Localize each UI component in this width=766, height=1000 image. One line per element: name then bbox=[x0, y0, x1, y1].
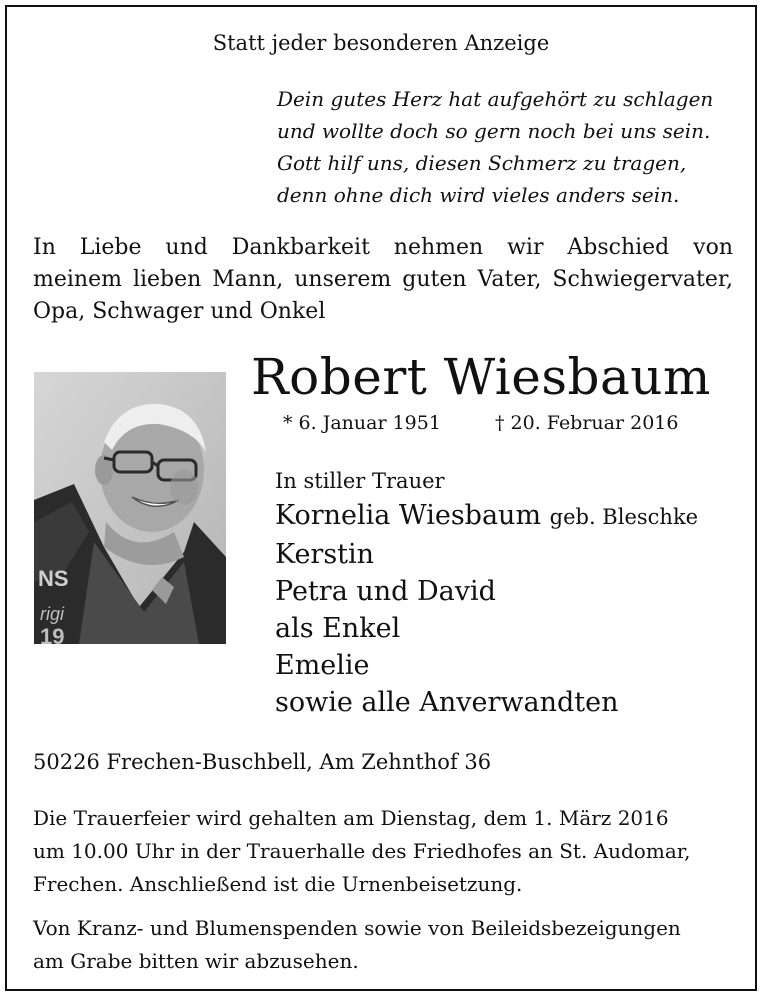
poem-line: Dein gutes Herz hat aufgehört zu schlagen bbox=[277, 87, 714, 111]
intro-paragraph bbox=[33, 232, 733, 328]
intro-line: In Liebe und Dankbarkeit nehmen wir Abschied von bbox=[33, 235, 733, 260]
svg-text:rigi: rigi bbox=[40, 604, 65, 624]
mourner-row: als Enkel bbox=[275, 613, 401, 644]
funeral-line: Frechen. Anschließend ist die Urnenbeisetzung. bbox=[33, 872, 523, 896]
mourners-lead: In stiller Trauer bbox=[275, 469, 445, 493]
intro-line: Opa, Schwager und Onkel bbox=[33, 299, 326, 324]
birth-date: * 6. Januar 1951 bbox=[283, 412, 441, 434]
poem bbox=[277, 83, 713, 211]
death-date: † 20. Februar 2016 bbox=[495, 412, 679, 434]
poem-line: denn ohne dich wird vieles anders sein. bbox=[277, 183, 680, 207]
spouse-maiden-name: geb. Bleschke bbox=[549, 505, 699, 529]
svg-text:NS: NS bbox=[38, 566, 69, 591]
poem-line: Gott hilf uns, diesen Schmerz zu tragen, bbox=[277, 151, 687, 175]
donations-line: am Grabe bitten wir abzusehen. bbox=[33, 949, 359, 973]
mourner-spouse bbox=[275, 497, 698, 536]
notice-header: Statt jeder besonderen Anzeige bbox=[212, 31, 550, 55]
funeral-line: Die Trauerfeier wird gehalten am Dienstag, dem 1. März 2016 bbox=[33, 806, 669, 830]
spouse-name: Kornelia Wiesbaum bbox=[275, 500, 542, 531]
mourner-row: sowie alle Anverwandten bbox=[275, 687, 619, 718]
family-address: 50226 Frechen-Buschbell, Am Zehnthof 36 bbox=[33, 750, 492, 774]
mourners-list bbox=[275, 465, 698, 721]
portrait-illustration bbox=[34, 372, 226, 644]
donations-note bbox=[33, 912, 681, 978]
intro-line: meinem lieben Mann, unserem guten Vater, Schwiegervater, bbox=[33, 267, 733, 292]
funeral-info bbox=[33, 802, 690, 901]
obituary-notice bbox=[5, 5, 757, 991]
portrait-photo bbox=[34, 372, 226, 644]
svg-text:19: 19 bbox=[40, 624, 65, 644]
mourner-row: Kerstin bbox=[275, 539, 375, 570]
mourner-row: Emelie bbox=[275, 650, 370, 681]
donations-line: Von Kranz- und Blumenspenden sowie von Beileidsbezeigungen bbox=[33, 916, 681, 940]
poem-line: und wollte doch so gern noch bei uns sein. bbox=[277, 119, 711, 143]
deceased-name: Robert Wiesbaum bbox=[251, 348, 711, 406]
funeral-line: um 10.00 Uhr in der Trauerhalle des Friedhofes an St. Audomar, bbox=[33, 839, 691, 863]
mourner-row: Petra und David bbox=[275, 576, 496, 607]
